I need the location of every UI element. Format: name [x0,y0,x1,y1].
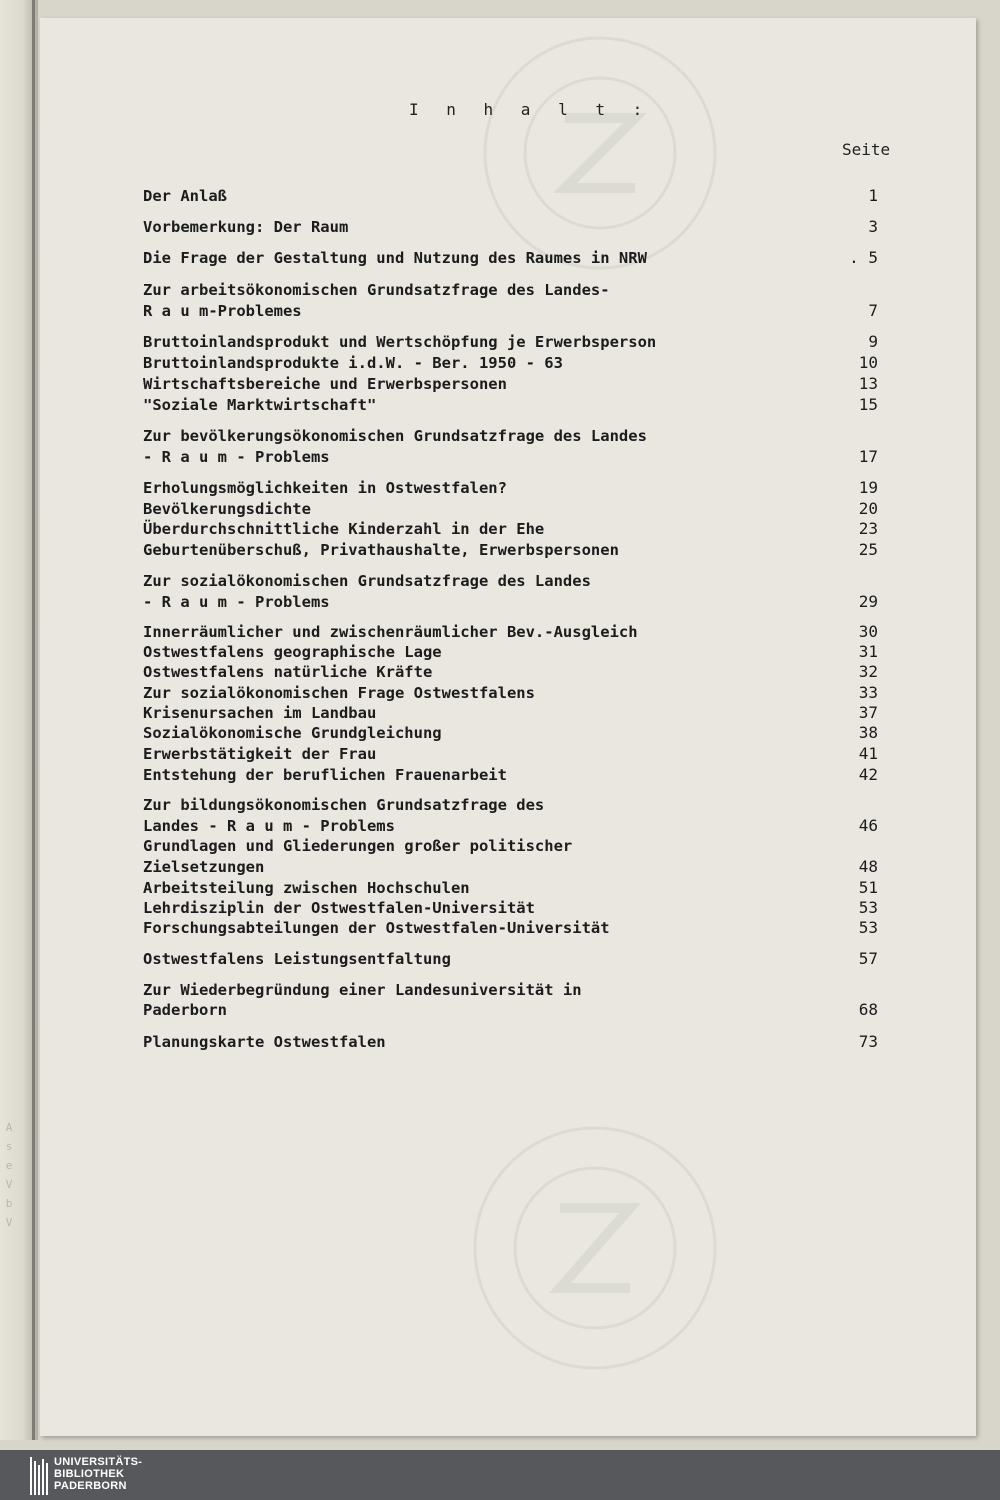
page-column-label: Seite [842,140,891,159]
toc-entry-page-number: 23 [858,519,878,538]
toc-entry-page-number: 7 [868,301,878,320]
toc-entry-page-number: 29 [858,592,878,611]
toc-entry [143,331,878,353]
toc-entry-page-number: 19 [858,478,878,497]
toc-entry [143,394,878,416]
toc-entry-page-number: 42 [858,765,878,784]
toc-entry [143,917,878,939]
watermark-stamp-bottom [455,1098,735,1378]
toc-entry-page-number: 1 [868,186,878,205]
toc-entry [143,185,878,207]
toc-entry-page-number: 30 [858,622,878,641]
toc-entry-title: Zur sozialökonomischen Frage Ostwestfalens [143,684,535,702]
toc-entry-title: Ostwestfalens natürliche Kräfte [143,663,433,681]
toc-entry-page-number: 37 [858,703,878,722]
logo-line-1: UNIVERSITÄTS- [54,1456,143,1468]
toc-entry [143,279,878,301]
logo-line-2: BIBLIOTHEK [54,1468,125,1480]
toc-entry [143,300,878,322]
toc-entry [143,498,878,520]
toc-entry [143,1031,878,1053]
toc-entry [143,722,878,744]
toc-entry-title: Zur sozialökonomischen Grundsatzfrage des Landes [143,572,591,590]
watermark-stamp-top [470,28,730,278]
toc-entry-title: Zur arbeitsökonomischen Grundsatzfrage des Landes- [143,281,610,299]
toc-entry-page-number: 53 [858,918,878,937]
toc-entry-title: Erwerbstätigkeit der Frau [143,745,377,763]
toc-entry-page-number: 20 [858,499,878,518]
toc-entry-page-number: 32 [858,662,878,681]
toc-entry-title: Entstehung der beruflichen Frauenarbeit [143,766,507,784]
toc-entry-title: "Soziale Marktwirtschaft" [143,396,377,414]
toc-entry-page-number: 13 [858,374,878,393]
toc-entry-title: Zur bildungsökonomischen Grundsatzfrage des [143,796,545,814]
toc-entry [143,815,878,837]
toc-entry-title: Lehrdisziplin der Ostwestfalen-Universität [143,899,535,917]
library-footer-bar [0,1450,1000,1500]
toc-entry-page-number: 53 [858,898,878,917]
toc-entry [143,897,878,919]
toc-entry [143,247,878,269]
toc-entry-title: Bevölkerungsdichte [143,500,311,518]
toc-entry [143,682,878,704]
toc-entry-page-number: 3 [868,217,878,236]
toc-entry [143,743,878,765]
toc-entry-page-number: 41 [858,744,878,763]
toc-entry [143,702,878,724]
toc-entry [143,570,878,592]
bleed-through-letters: A s e V b V [5,1121,13,1229]
toc-entry-page-number: 51 [858,878,878,897]
toc-entry-title: Ostwestfalens geographische Lage [143,643,442,661]
toc-entry [143,591,878,613]
toc-entry [143,856,878,878]
toc-entry-title: Überdurchschnittliche Kinderzahl in der Ehe [143,520,545,538]
toc-entry-title: Sozialökonomische Grundgleichung [143,724,442,742]
binding-edge [32,0,35,1440]
toc-entry-page-number: 48 [858,857,878,876]
toc-entry [143,477,878,499]
toc-entry-title: Forschungsabteilungen der Ostwestfalen-Universität [143,919,610,937]
toc-entry-page-number: 33 [858,683,878,702]
toc-entry-title: Zur bevölkerungsökonomischen Grundsatzfrage des Landes [143,427,647,445]
toc-entry [143,216,878,238]
toc-entry [143,539,878,561]
toc-entry-title: Wirtschaftsbereiche und Erwerbspersonen [143,375,507,393]
toc-entry [143,999,878,1021]
toc-entry-title: Erholungsmöglichkeiten in Ostwestfalen? [143,479,507,497]
toc-entry-title: Zielsetzungen [143,858,265,876]
toc-entry [143,352,878,374]
toc-entry-page-number: 31 [858,642,878,661]
toc-entry-page-number: 46 [858,816,878,835]
library-logo-icon [30,1457,50,1495]
toc-entry [143,835,878,857]
toc-entry-page-number: 38 [858,723,878,742]
toc-entry-title: Geburtenüberschuß, Privathaushalte, Erwerbspersonen [143,541,619,559]
toc-entry-title: - R a u m - Problems [143,448,330,466]
toc-entry-page-number: 9 [868,332,878,351]
toc-entry [143,794,878,816]
toc-entry-title: Paderborn [143,1001,227,1019]
toc-entry-page-number: . 5 [849,248,878,267]
toc-entry [143,621,878,643]
toc-entry [143,446,878,468]
toc-entry [143,877,878,899]
toc-entry-page-number: 10 [858,353,878,372]
toc-entry-title: Bruttoinlandsprodukt und Wertschöpfung je Erwerbsperson [143,333,657,351]
toc-entry [143,764,878,786]
toc-entry-title: Ostwestfalens Leistungsentfaltung [143,950,451,968]
toc-entry-title: Zur Wiederbegründung einer Landesuniversität in [143,981,582,999]
toc-entry-title: Krisenursachen im Landbau [143,704,377,722]
contents-heading: I n h a l t : [409,100,652,119]
toc-entry-title: Planungskarte Ostwestfalen [143,1033,386,1051]
toc-entry-title: Bruttoinlandsprodukte i.d.W. - Ber. 1950 - 63 [143,354,563,372]
toc-entry-title: Vorbemerkung: Der Raum [143,218,349,236]
logo-line-3: PADERBORN [54,1480,127,1492]
toc-entry-page-number: 57 [858,949,878,968]
toc-entry-title: Die Frage der Gestaltung und Nutzung des Raumes in NRW [143,249,647,267]
toc-entry [143,948,878,970]
toc-entry-page-number: 15 [858,395,878,414]
toc-entry-page-number: 73 [858,1032,878,1051]
toc-entry [143,641,878,663]
toc-entry-page-number: 25 [858,540,878,559]
toc-entry-title: Der Anlaß [143,187,227,205]
toc-entry-title: Landes - R a u m - Problems [143,817,395,835]
toc-entry [143,661,878,683]
library-logo-text [54,1456,142,1492]
toc-entry-title: R a u m-Problemes [143,302,302,320]
toc-entry-page-number: 17 [858,447,878,466]
toc-entry [143,373,878,395]
toc-entry [143,979,878,1001]
toc-entry-page-number: 68 [858,1000,878,1019]
toc-entry-title: Grundlagen und Gliederungen großer politischer [143,837,573,855]
toc-entry-title: Innerräumlicher und zwischenräumlicher Bev.-Ausgleich [143,623,638,641]
toc-entry [143,425,878,447]
toc-entry-title: - R a u m - Problems [143,593,330,611]
toc-entry-title: Arbeitsteilung zwischen Hochschulen [143,879,470,897]
toc-entry [143,518,878,540]
